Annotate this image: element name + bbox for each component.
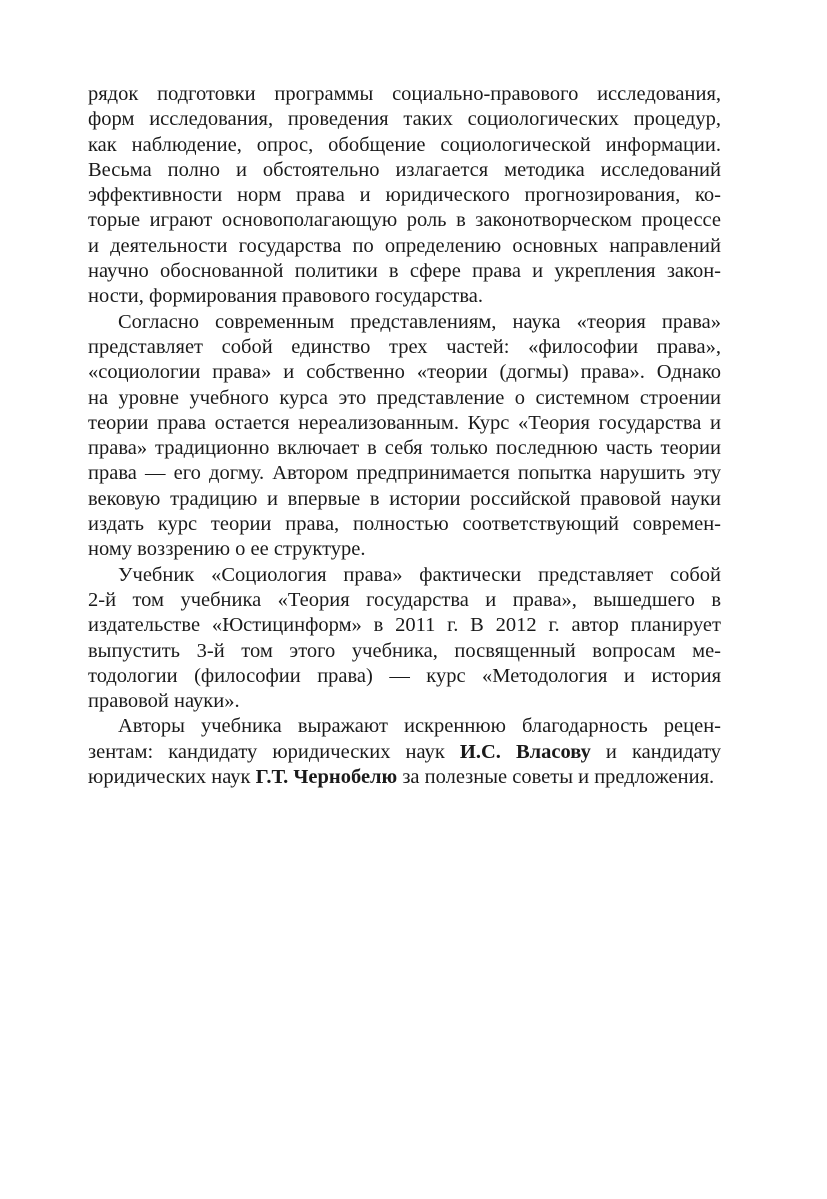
- paragraph-1: [88, 82, 721, 310]
- text-line: «социологии права» и собственно «теории (догмы) права». Однако: [88, 361, 721, 384]
- text-segment: зентам: кандидату юридических наук: [88, 740, 460, 763]
- text-line: [88, 765, 721, 790]
- text-line: теории права остается нереализованным. Курс «Теория государства и: [88, 411, 721, 434]
- text-line: права — его догму. Автором предпринимается попытка нарушить эту: [88, 462, 721, 485]
- text-line: [88, 740, 721, 765]
- text-line: издательстве «Юстицинформ» в 2011 г. В 2012 г. автор планирует: [88, 614, 721, 637]
- text-line: выпустить 3-й том этого учебника, посвященный вопросам ме-: [88, 639, 721, 662]
- text-line: тодологии (философии права) — курс «Методология и история: [88, 664, 721, 687]
- paragraph-2: [88, 310, 721, 563]
- text-line: 2-й том учебника «Теория государства и права», вышедшего в: [88, 588, 721, 611]
- text-line: права» традиционно включает в себя только последнюю часть теории: [88, 437, 721, 460]
- paragraph-acknowledgements: [88, 714, 721, 790]
- text-line: научно обоснованной политики в сфере права и укрепления закон-: [88, 260, 721, 283]
- text-line: Весьма полно и обстоятельно излагается методика исследований: [88, 158, 721, 181]
- paragraph-3: [88, 563, 721, 715]
- text-segment: за полезные советы и предложения.: [397, 766, 715, 789]
- text-line: на уровне учебного курса это представление о системном строении: [88, 386, 721, 409]
- document-page: [88, 82, 721, 790]
- text-line: вековую традицию и впервые в истории российской правовой науки: [88, 487, 721, 510]
- text-segment: и кандидату: [590, 740, 722, 763]
- text-line: торые играют основополагающую роль в законотворческом процессе: [88, 209, 721, 232]
- text-line: ности, формирования правового государства.: [88, 285, 484, 308]
- text-line: ному воззрению о ее структуре.: [88, 538, 366, 561]
- text-line: как наблюдение, опрос, обобщение социологической информации.: [88, 133, 721, 156]
- text-line: Авторы учебника выражают искреннюю благодарность рецен-: [118, 715, 721, 738]
- text-line: Согласно современным представлениям, наука «теория права»: [118, 310, 721, 333]
- text-segment: юридических наук: [88, 766, 256, 789]
- text-line: эффективности норм права и юридического прогнозирования, ко-: [88, 184, 721, 207]
- text-line: правовой науки».: [88, 690, 240, 713]
- text-line: и деятельности государства по определению основных направлений: [88, 234, 721, 257]
- text-line: издать курс теории права, полностью соответствующий современ-: [88, 513, 721, 536]
- text-line: представляет собой единство трех частей: «философии права»,: [88, 335, 721, 358]
- text-line: форм исследования, проведения таких социологических процедур,: [88, 108, 721, 131]
- reviewer-name: И.С. Власову: [459, 740, 591, 763]
- text-line: рядок подготовки программы социально-правового исследования,: [88, 83, 721, 105]
- reviewer-name: Г.Т. Чернобелю: [255, 766, 398, 789]
- text-line: Учебник «Социология права» фактически представляет собой: [118, 563, 721, 586]
